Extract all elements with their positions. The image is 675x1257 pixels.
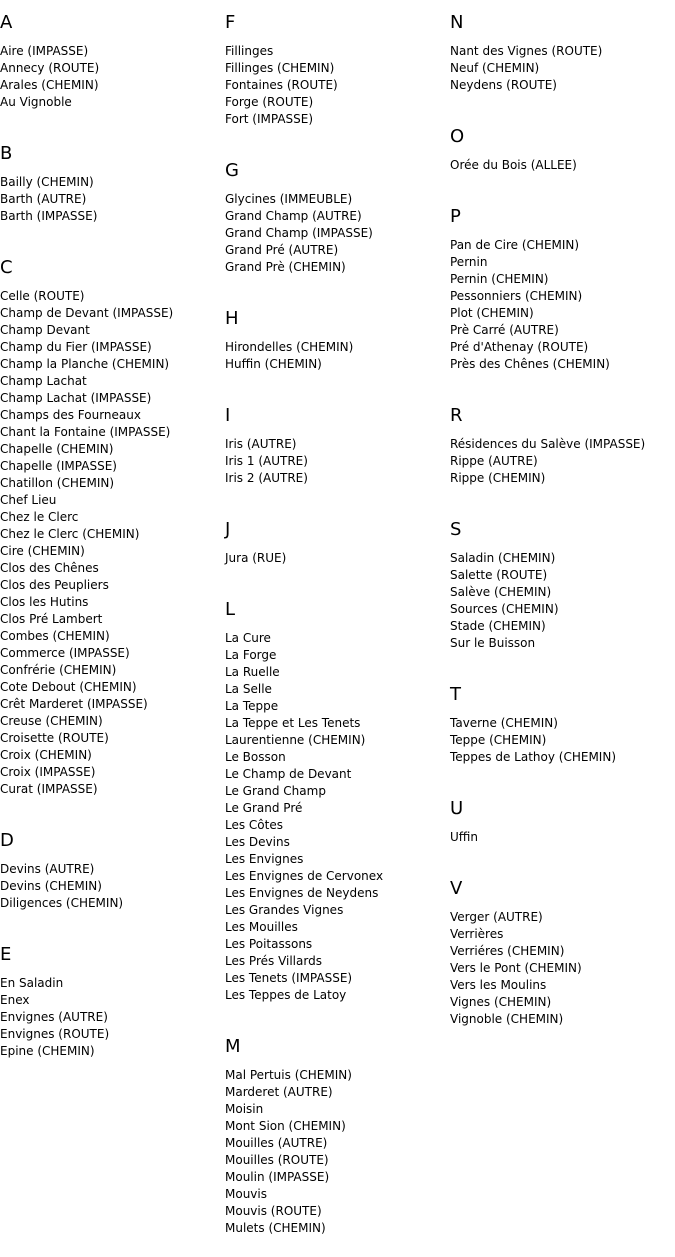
street-list [450,909,670,1048]
street-list [0,975,220,1080]
letter-section-p [450,194,670,393]
street-entry: Huffin (CHEMIN) [225,357,322,371]
street-entry: Les Devins [225,835,290,849]
street-entry: Diligences (CHEMIN) [0,896,124,910]
street-entry: Les Tenets (IMPASSE) [225,971,353,985]
street-entry: Neydens (ROUTE) [450,78,557,92]
street-entry: Les Poitassons [225,937,313,951]
street-entry: Croisette (ROUTE) [0,731,109,745]
section-letter-heading: B [0,143,13,164]
letter-section-i [225,393,445,507]
section-letter-heading: E [0,944,12,965]
letter-section-s [450,507,670,672]
street-list [225,1067,445,1257]
section-letter-heading: O [450,126,465,147]
street-entry: Au Vignoble [0,95,72,109]
street-entry: Clos les Hutins [0,595,89,609]
street-entry: Près des Chênes (CHEMIN) [450,357,610,371]
street-entry: Stade (CHEMIN) [450,619,546,633]
street-entry: Forge (ROUTE) [225,95,314,109]
street-entry: Iris 1 (AUTRE) [225,454,308,468]
section-letter-heading: D [0,830,14,851]
street-entry: Annecy (ROUTE) [0,61,100,75]
street-entry: Nant des Vignes (ROUTE) [450,44,603,58]
street-entry: Les Grandes Vignes [225,903,344,917]
street-entry: Champ du Fier (IMPASSE) [0,340,152,354]
street-entry: Barth (AUTRE) [0,192,87,206]
street-entry: Saladin (CHEMIN) [450,551,556,565]
street-list [225,191,445,296]
street-entry: La Selle [225,682,272,696]
street-entry: Croix (IMPASSE) [0,765,96,779]
street-index-column-1 [0,0,220,1080]
street-entry: Confrérie (CHEMIN) [0,663,117,677]
street-entry: Combes (CHEMIN) [0,629,110,643]
street-entry: Clos des Chênes [0,561,99,575]
street-entry: Le Bosson [225,750,286,764]
street-entry: Bailly (CHEMIN) [0,175,94,189]
street-entry: Glycines (IMMEUBLE) [225,192,353,206]
street-entry: Orée du Bois (ALLEE) [450,158,577,172]
street-entry: La Ruelle [225,665,280,679]
street-entry: Grand Prè (CHEMIN) [225,260,346,274]
letter-section-d [0,818,220,932]
street-entry: Laurentienne (CHEMIN) [225,733,366,747]
street-entry: Chatillon (CHEMIN) [0,476,115,490]
street-entry: Pessonniers (CHEMIN) [450,289,583,303]
section-letter-heading: P [450,206,461,227]
section-letter-heading: F [225,12,236,33]
section-letter-heading: G [225,160,239,181]
street-entry: Fort (IMPASSE) [225,112,314,126]
street-entry: Devins (AUTRE) [0,862,95,876]
street-list [450,550,670,672]
street-entry: Cire (CHEMIN) [0,544,85,558]
street-entry: Pré d'Athenay (ROUTE) [450,340,589,354]
street-list [0,288,220,818]
section-letter-heading: S [450,519,462,540]
letter-section-b [0,131,220,245]
street-entry: Enex [0,993,30,1007]
street-list [225,550,445,587]
street-entry: Fillinges (CHEMIN) [225,61,335,75]
street-entry: Le Grand Champ [225,784,326,798]
street-index-column-3 [450,0,670,1048]
letter-section-c [0,245,220,818]
street-entry: Champs des Fourneaux [0,408,141,422]
street-entry: Verger (AUTRE) [450,910,543,924]
street-entry: Chant la Fontaine (IMPASSE) [0,425,171,439]
street-entry: Pernin (CHEMIN) [450,272,549,286]
letter-section-e [0,932,220,1080]
street-list [450,436,670,507]
letter-section-r [450,393,670,507]
letter-section-h [225,296,445,393]
street-index-column-2 [225,0,445,1257]
street-entry: Mouilles (AUTRE) [225,1136,328,1150]
street-entry: Mouvis (ROUTE) [225,1204,322,1218]
street-list [0,861,220,932]
street-entry: Moulin (IMPASSE) [225,1170,330,1184]
section-letter-heading: M [225,1036,241,1057]
letter-section-j [225,507,445,587]
street-entry: Moisin [225,1102,264,1116]
street-entry: Chez le Clerc (CHEMIN) [0,527,140,541]
street-entry: Teppes de Lathoy (CHEMIN) [450,750,616,764]
letter-section-t [450,672,670,786]
street-entry: La Teppe [225,699,279,713]
street-entry: Les Prés Villards [225,954,322,968]
street-entry: Chapelle (CHEMIN) [0,442,114,456]
section-letter-heading: U [450,798,464,819]
street-entry: Salette (ROUTE) [450,568,548,582]
street-entry: Uffin [450,830,478,844]
street-entry: Rippe (CHEMIN) [450,471,546,485]
street-entry: Taverne (CHEMIN) [450,716,558,730]
street-entry: Champ la Planche (CHEMIN) [0,357,170,371]
street-entry: Rippe (AUTRE) [450,454,538,468]
street-entry: Crêt Marderet (IMPASSE) [0,697,148,711]
street-entry: Les Envignes de Cervonex [225,869,384,883]
street-entry: Aire (IMPASSE) [0,44,89,58]
street-entry: Fontaines (ROUTE) [225,78,338,92]
street-entry: Hirondelles (CHEMIN) [225,340,354,354]
section-letter-heading: H [225,308,239,329]
street-entry: Mal Pertuis (CHEMIN) [225,1068,352,1082]
street-list [225,630,445,1024]
street-entry: Les Teppes de Latoy [225,988,347,1002]
street-entry: Prè Carré (AUTRE) [450,323,559,337]
street-entry: Teppe (CHEMIN) [450,733,547,747]
street-entry: Salève (CHEMIN) [450,585,552,599]
section-letter-heading: V [450,878,463,899]
street-entry: Mulets (CHEMIN) [225,1221,326,1235]
street-list [0,43,220,131]
street-entry: Les Envignes de Neydens [225,886,379,900]
street-entry: Champ Lachat [0,374,87,388]
street-list [450,237,670,393]
street-entry: Verrières [450,927,504,941]
street-entry: La Teppe et Les Tenets [225,716,361,730]
section-letter-heading: L [225,599,236,620]
street-entry: Neuf (CHEMIN) [450,61,540,75]
letter-section-l [225,587,445,1024]
street-list [225,436,445,507]
street-list [450,43,670,114]
section-letter-heading: I [225,405,231,426]
street-entry: Commerce (IMPASSE) [0,646,130,660]
letter-section-m [225,1024,445,1257]
street-entry: Creuse (CHEMIN) [0,714,103,728]
street-list [450,715,670,786]
street-entry: Vignes (CHEMIN) [450,995,552,1009]
letter-section-g [225,148,445,296]
street-list [225,339,445,393]
street-entry: Champ Lachat (IMPASSE) [0,391,152,405]
street-entry: Mouilles (ROUTE) [225,1153,329,1167]
street-entry: Mont Sion (CHEMIN) [225,1119,346,1133]
section-letter-heading: C [0,257,13,278]
street-entry: Pernin [450,255,488,269]
letter-section-u [450,786,670,866]
street-list [450,157,670,194]
street-entry: Sur le Buisson [450,636,536,650]
street-entry: Les Mouilles [225,920,298,934]
street-entry: Clos Pré Lambert [0,612,103,626]
street-entry: Résidences du Salève (IMPASSE) [450,437,646,451]
street-entry: Envignes (AUTRE) [0,1010,108,1024]
street-entry: Jura (RUE) [225,551,287,565]
street-entry: Devins (CHEMIN) [0,879,102,893]
street-list [0,174,220,245]
street-entry: Fillinges [225,44,274,58]
street-entry: Les Envignes [225,852,304,866]
street-entry: Envignes (ROUTE) [0,1027,110,1041]
street-entry: En Saladin [0,976,64,990]
street-entry: Grand Champ (AUTRE) [225,209,362,223]
section-letter-heading: J [225,519,231,540]
street-list [225,43,445,148]
street-entry: Iris 2 (AUTRE) [225,471,308,485]
street-entry: Plot (CHEMIN) [450,306,534,320]
street-entry: Cote Debout (CHEMIN) [0,680,137,694]
street-entry: Marderet (AUTRE) [225,1085,333,1099]
street-entry: Le Grand Pré [225,801,303,815]
street-entry: La Cure [225,631,271,645]
street-entry: Mouvis [225,1187,267,1201]
street-entry: Vignoble (CHEMIN) [450,1012,564,1026]
street-entry: Arales (CHEMIN) [0,78,99,92]
street-entry: Sources (CHEMIN) [450,602,559,616]
letter-section-v [450,866,670,1048]
street-entry: Chef Lieu [0,493,57,507]
street-entry: Grand Champ (IMPASSE) [225,226,373,240]
letter-section-a [0,0,220,131]
letter-section-n [450,0,670,114]
street-entry: La Forge [225,648,277,662]
section-letter-heading: N [450,12,464,33]
street-entry: Celle (ROUTE) [0,289,85,303]
street-entry: Barth (IMPASSE) [0,209,98,223]
street-entry: Champ Devant [0,323,90,337]
street-entry: Curat (IMPASSE) [0,782,98,796]
street-list [450,829,670,866]
street-entry: Champ de Devant (IMPASSE) [0,306,174,320]
street-entry: Grand Pré (AUTRE) [225,243,339,257]
section-letter-heading: T [450,684,461,705]
letter-section-f [225,0,445,148]
street-entry: Clos des Peupliers [0,578,109,592]
street-entry: Vers les Moulins [450,978,547,992]
letter-section-o [450,114,670,194]
street-entry: Les Côtes [225,818,283,832]
street-entry: Chez le Clerc [0,510,79,524]
street-entry: Chapelle (IMPASSE) [0,459,117,473]
street-entry: Croix (CHEMIN) [0,748,92,762]
street-entry: Pan de Cire (CHEMIN) [450,238,580,252]
street-entry: Epine (CHEMIN) [0,1044,95,1058]
street-entry: Verriéres (CHEMIN) [450,944,565,958]
section-letter-heading: A [0,12,13,33]
street-entry: Iris (AUTRE) [225,437,297,451]
section-letter-heading: R [450,405,463,426]
street-entry: Le Champ de Devant [225,767,352,781]
street-entry: Vers le Pont (CHEMIN) [450,961,582,975]
